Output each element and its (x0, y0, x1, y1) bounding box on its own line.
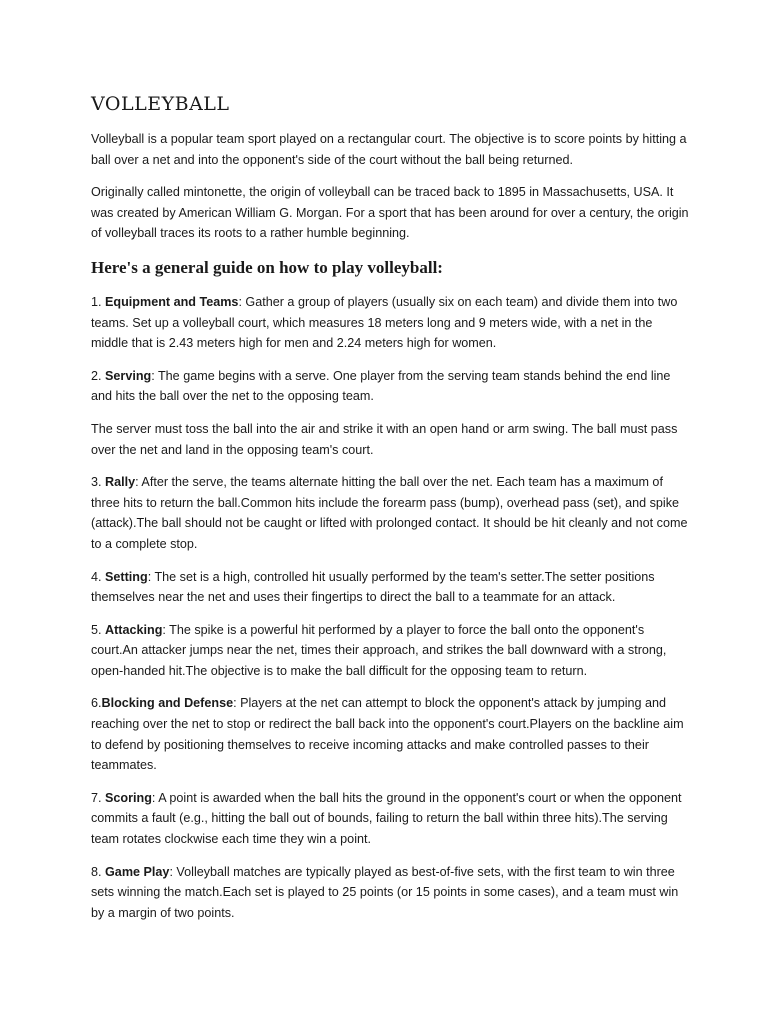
item-text: : Gather a group of players (usually six on each team) and divide them into two teams. Set up a volleyball court, which measures 18 meters long and 9 meters wide, with a net in the middle that is 2.43 meters high for men and 2.24 meters high for women. (91, 294, 678, 351)
item-text: : The set is a high, controlled hit usually performed by the team's setter.The setter positions themselves near the net and uses their fingertips to direct the ball to a teammate for an attack. (91, 569, 655, 605)
item-term: Equipment and Teams (105, 294, 239, 309)
item-text: : The spike is a powerful hit performed by a player to force the ball onto the opponent's court.An attacker jumps near the net, times their approach, and strikes the ball downward with a strong, open-handed hit.The objective is to make the ball difficult for the opposing team to return. (91, 622, 667, 678)
item-number: 1. (91, 294, 106, 309)
document-title: VOLLEYBALL (91, 93, 230, 115)
item-term: Setting (105, 569, 148, 584)
guide-item-attacking (91, 620, 691, 682)
intro-paragraph-1: Volleyball is a popular team sport played on a rectangular court. The objective is to score points by hitting a ball over a net and into the opponent's side of the court without the ball being returned. (91, 132, 687, 167)
item-text: : After the serve, the teams alternate hitting the ball over the net. Each team has a maximum of three hits to return the ball.Common hits include the forearm pass (bump), overhead pass (set), and spike (attack).The ball should not be caught or lifted with prolonged contact. It should be hit cleanly and not come to a complete stop. (91, 475, 688, 551)
item-text: The server must toss the ball into the air and strike it with an open hand or arm swing. The ball must pass over the net and land in the opposing team's court. (91, 421, 678, 457)
item-term: Scoring (105, 790, 152, 805)
item-term: Game Play (105, 864, 170, 879)
item-number: 3. (91, 475, 106, 490)
item-term: Serving (105, 368, 152, 383)
guide-item-scoring (91, 788, 691, 850)
item-text: : The game begins with a serve. One player from the serving team stands behind the end line and hits the ball over the net to the opposing team. (91, 368, 671, 404)
guide-item-game-play (91, 862, 691, 924)
item-number: 7. (91, 790, 106, 805)
guide-item-rally (91, 472, 691, 554)
guide-item-equipment (91, 292, 691, 354)
item-text: : Players at the net can attempt to block the opponent's attack by jumping and reaching over the net to stop or redirect the ball back into the opponent's court.Players on the backline aim to defend by positioning themselves to receive incoming attacks and make controlled passes to their teammates. (91, 696, 684, 773)
item-term: Blocking and Defense (101, 696, 234, 711)
item-number: 4. (91, 569, 106, 584)
item-text: : A point is awarded when the ball hits the ground in the opponent's court or when the opponent commits a fault (e.g., hitting the ball out of bounds, failing to return the ball within three hits).The serving team rotates clockwise each time they win a point. (91, 790, 682, 847)
guide-item-serving-detail (91, 419, 691, 460)
item-term: Attacking (105, 622, 163, 637)
item-number: 8. (91, 864, 106, 879)
guide-heading: Here's a general guide on how to play volleyball: (91, 257, 443, 277)
intro-paragraph-2: Originally called mintonette, the origin of volleyball can be traced back to 1895 in Massachusetts, USA. It was created by American William G. Morgan. For a sport that has been around for over a century, the origin of volleyball traces its roots to a rather humble beginning. (91, 185, 689, 241)
guide-item-setting (91, 567, 691, 608)
item-term: Rally (105, 475, 136, 490)
guide-item-blocking (91, 693, 691, 775)
item-number: 2. (91, 368, 106, 383)
item-text: : Volleyball matches are typically played as best-of-five sets, with the first team to win three sets winning the match.Each set is played to 25 points (or 15 points in some cases), and a team must win by a margin of two points. (91, 864, 679, 920)
item-number: 6. (91, 696, 102, 711)
item-number: 5. (91, 622, 106, 637)
document-page (91, 93, 691, 935)
guide-item-serving (91, 366, 691, 407)
